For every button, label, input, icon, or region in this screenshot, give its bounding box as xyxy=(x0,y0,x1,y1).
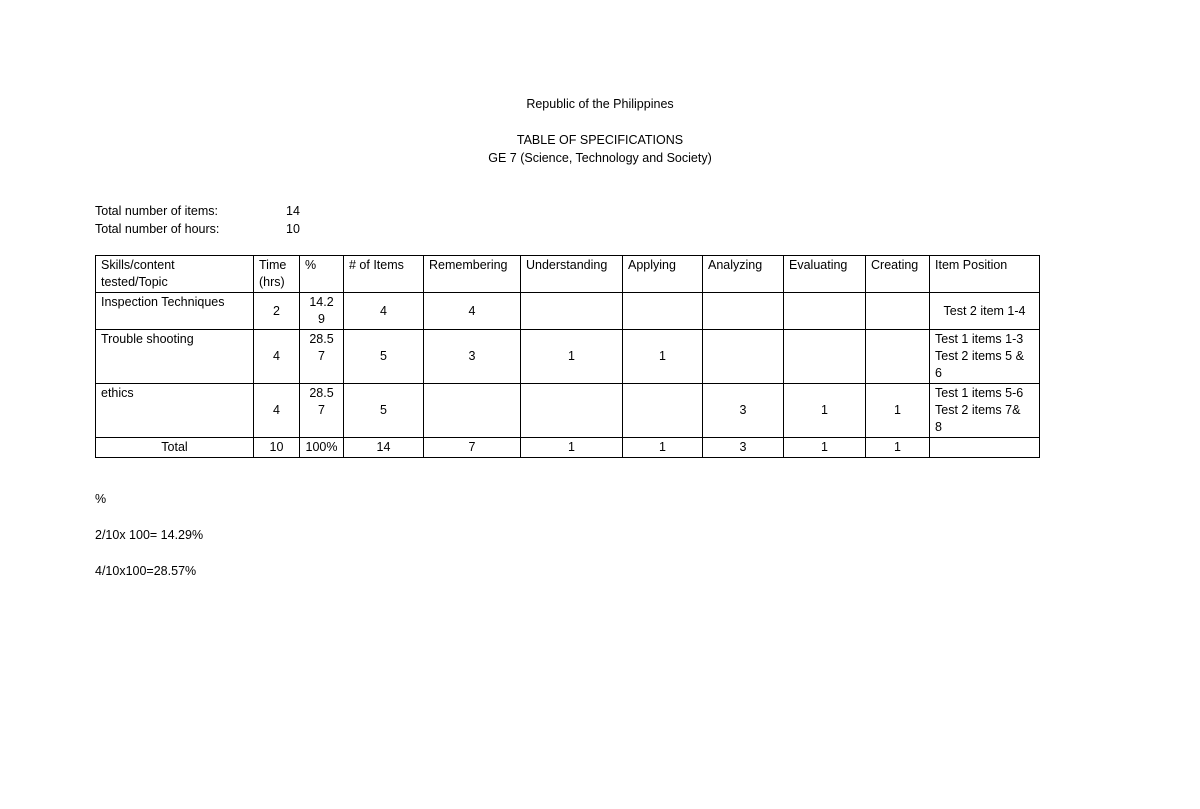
total-understanding: 1 xyxy=(521,438,623,458)
row-time: 4 xyxy=(254,330,300,384)
row-topic: Trouble shooting xyxy=(96,330,254,384)
header-topic: Skills/content tested/Topic xyxy=(96,256,254,293)
row-topic: Inspection Techniques xyxy=(96,293,254,330)
total-item-position xyxy=(930,438,1040,458)
row-num-items: 5 xyxy=(344,330,424,384)
total-hours-label: Total number of hours: xyxy=(95,222,220,236)
row-applying: 1 xyxy=(623,330,703,384)
row-remembering xyxy=(424,384,521,438)
table-total-row xyxy=(96,438,1040,458)
row-num-items: 4 xyxy=(344,293,424,330)
total-applying: 1 xyxy=(623,438,703,458)
header-understanding: Understanding xyxy=(521,256,623,293)
row-item-position: Test 1 items 5-6 Test 2 items 7& 8 xyxy=(930,384,1040,438)
total-num-items: 14 xyxy=(344,438,424,458)
row-num-items: 5 xyxy=(344,384,424,438)
header-item-position: Item Position xyxy=(930,256,1040,293)
header-creating: Creating xyxy=(866,256,930,293)
row-creating: 1 xyxy=(866,384,930,438)
total-items-label: Total number of items: xyxy=(95,204,218,218)
row-evaluating: 1 xyxy=(784,384,866,438)
row-analyzing xyxy=(703,330,784,384)
row-time: 4 xyxy=(254,384,300,438)
table-row xyxy=(96,384,1040,438)
header-percent: % xyxy=(300,256,344,293)
row-applying xyxy=(623,293,703,330)
row-percent: 28.5 7 xyxy=(300,384,344,438)
specifications-table xyxy=(95,255,1040,458)
row-understanding xyxy=(521,384,623,438)
header-applying: Applying xyxy=(623,256,703,293)
row-remembering: 3 xyxy=(424,330,521,384)
total-time: 10 xyxy=(254,438,300,458)
header-num-items: # of Items xyxy=(344,256,424,293)
row-percent: 28.5 7 xyxy=(300,330,344,384)
header-time: Time (hrs) xyxy=(254,256,300,293)
row-time: 2 xyxy=(254,293,300,330)
row-item-position: Test 1 items 1-3 Test 2 items 5 & 6 xyxy=(930,330,1040,384)
header-analyzing: Analyzing xyxy=(703,256,784,293)
row-topic: ethics xyxy=(96,384,254,438)
total-percent: 100% xyxy=(300,438,344,458)
table-row xyxy=(96,330,1040,384)
header-evaluating: Evaluating xyxy=(784,256,866,293)
row-analyzing xyxy=(703,293,784,330)
total-remembering: 7 xyxy=(424,438,521,458)
total-evaluating: 1 xyxy=(784,438,866,458)
row-creating xyxy=(866,293,930,330)
header-remembering: Remembering xyxy=(424,256,521,293)
republic-heading: Republic of the Philippines xyxy=(526,97,674,111)
row-item-position: Test 2 item 1-4 xyxy=(930,293,1040,330)
percent-formula-2: 4/10x100=28.57% xyxy=(95,564,197,578)
total-analyzing: 3 xyxy=(703,438,784,458)
percent-formula-1: 2/10x 100= 14.29% xyxy=(95,528,204,542)
total-items-value: 14 xyxy=(286,204,300,218)
row-evaluating xyxy=(784,293,866,330)
row-applying xyxy=(623,384,703,438)
row-evaluating xyxy=(784,330,866,384)
row-understanding: 1 xyxy=(521,330,623,384)
total-hours-value: 10 xyxy=(286,222,300,236)
row-remembering: 4 xyxy=(424,293,521,330)
table-header-row xyxy=(96,256,1040,293)
document-title: TABLE OF SPECIFICATIONS xyxy=(516,133,684,147)
row-analyzing: 3 xyxy=(703,384,784,438)
row-percent: 14.2 9 xyxy=(300,293,344,330)
row-creating xyxy=(866,330,930,384)
total-creating: 1 xyxy=(866,438,930,458)
row-understanding xyxy=(521,293,623,330)
percent-note-heading: % xyxy=(95,492,107,506)
table-row xyxy=(96,293,1040,330)
total-label: Total xyxy=(96,438,254,458)
document-subtitle: GE 7 (Science, Technology and Society) xyxy=(488,151,712,165)
